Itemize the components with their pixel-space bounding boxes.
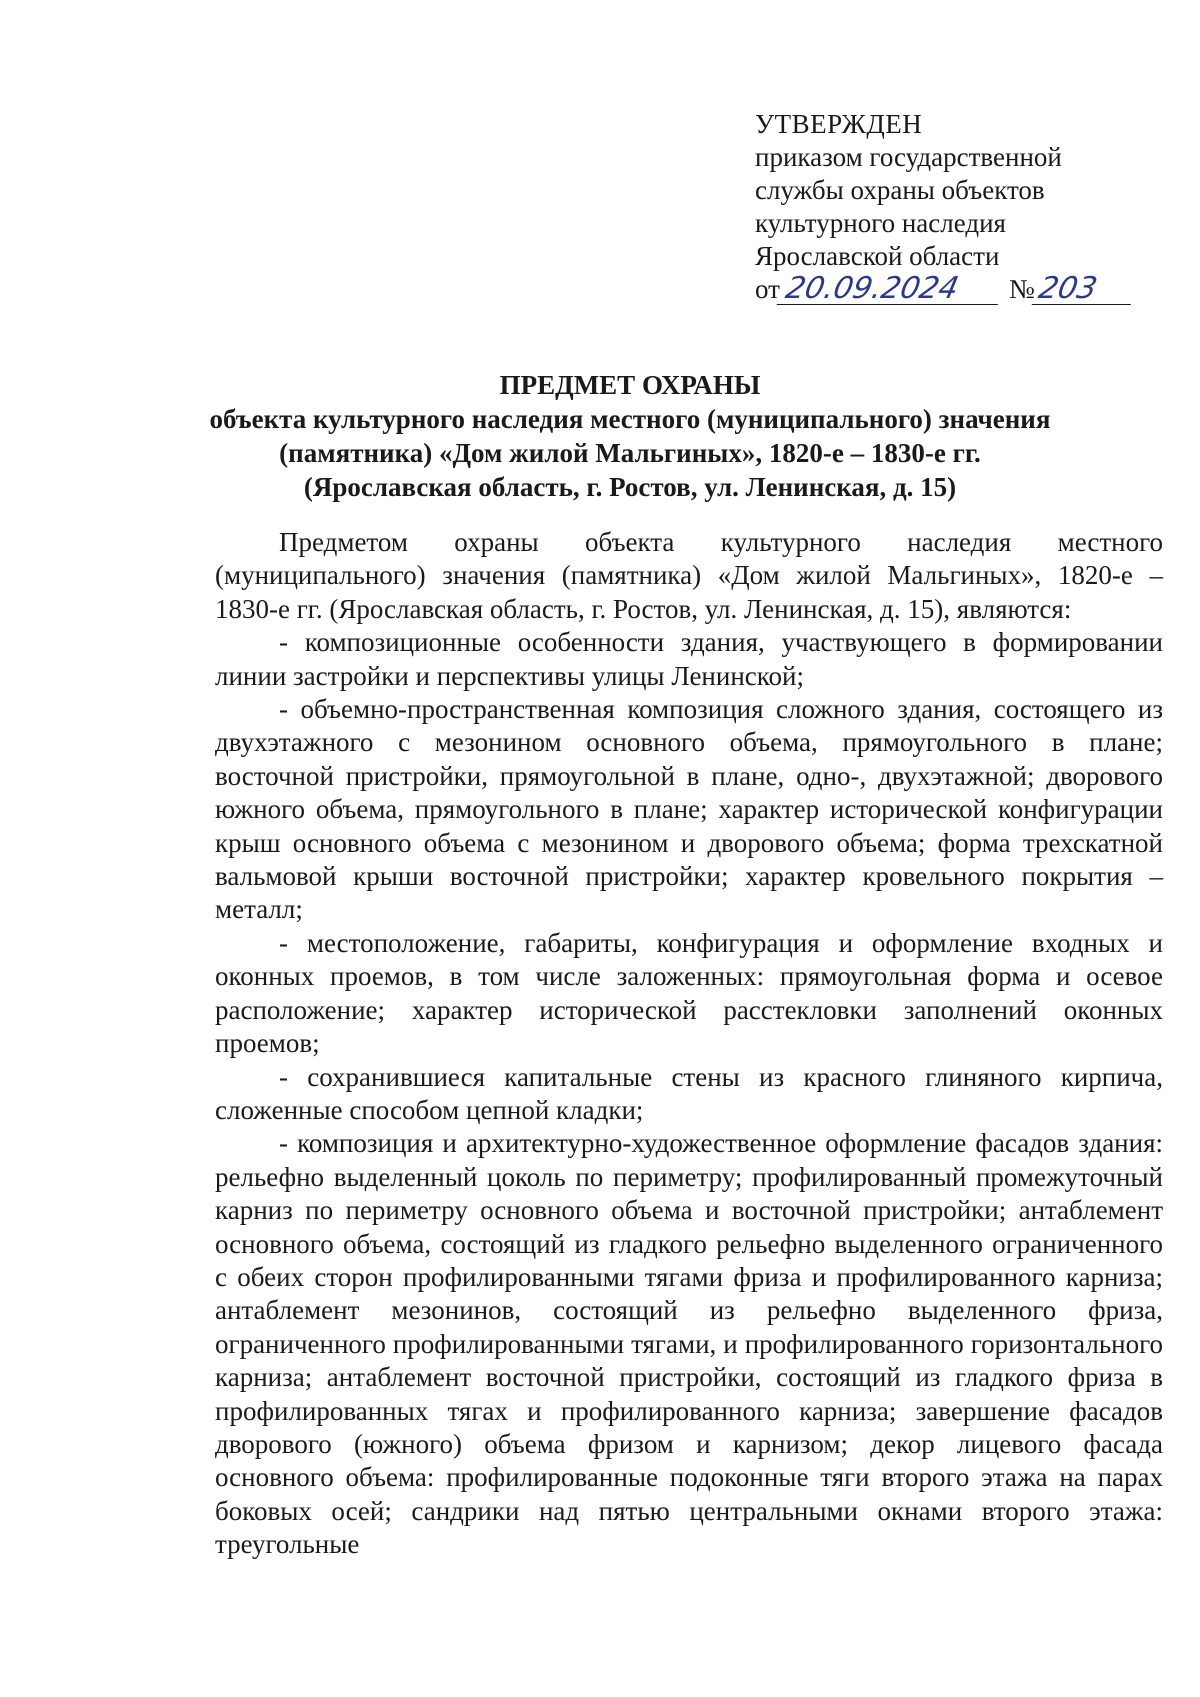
approval-line: Ярославской области (755, 241, 1000, 271)
approval-line: службы охраны объектов (755, 175, 1045, 205)
approval-line: приказом государственной (755, 142, 1062, 172)
document-body (215, 526, 1163, 1562)
body-list-item: - композиция и архитектурно-художественное оформление фасадов здания: рельефно выделенный цоколь по периметру; профилированный промежуточный карниз по периметру основного объема и восточной пристройки; антаблемент основного объема, состоящий из гладкого рельефно выделенного ограниченного с обеих сторон профилированными тягами фриза и профилированного карниза; антаблемент мезонинов, состоящий из рельефно выделенного фриза, ограниченного профилированными тягами, и профилированного горизонтального карниза; антаблемент восточной пристройки, состоящий из гладкого фриза в профилированных тягах и профилированного карниза; завершение фасадов дворового (южного) объема фризом и карнизом; декор лицевого фасада основного объема: профилированные подоконные тяги второго этажа на парах боковых осей; сандрики над пятью центральными окнами второго этажа: треугольные (215, 1128, 1163, 1560)
title-line: (Ярославская область, г. Ростов, ул. Ленинская, д. 15) (303, 472, 957, 502)
approval-heading: УТВЕРЖДЕН (755, 109, 923, 139)
handwritten-date: 20.09.2024 (777, 274, 1005, 305)
body-intro-paragraph: Предметом охраны объекта культурного наследия местного (муниципального) значения (памятника) «Дом жилой Мальгиных», 1820-е – 1830-е гг. (Ярославская область, г. Ростов, ул. Ленинская, д. 15), являются: (215, 527, 1163, 624)
body-list-item: - местоположение, габариты, конфигурация и оформление входных и оконных проемов, в том числе заложенных: прямоугольная форма и осевое расположение; характер исторической расстекловки заполнений оконных проемов; (215, 927, 1163, 1059)
title-line: (памятника) «Дом жилой Мальгиных», 1820-е – 1830-е гг. (279, 438, 981, 468)
document-title (140, 368, 1120, 504)
body-list-item: - объемно-пространственная композиция сложного здания, состоящего из двухэтажного с мезонином основного объема, прямоугольного в плане; восточной пристройки, прямоугольной в плане, одно-, двухэтажной; дворового южного объема, прямоугольного в плане; характер исторической конфигурации крыш основного объема с мезонином и дворового объема; форма трехскатной вальмовой крыши восточной пристройки; характер кровельного покрытия – металл; (215, 694, 1163, 925)
title-line: объекта культурного наследия местного (муниципального) значения (209, 404, 1051, 434)
body-list-item: - сохранившиеся капитальные стены из красного глиняного кирпича, сложенные способом цепной кладки; (215, 1061, 1163, 1125)
number-prefix: № (1008, 274, 1035, 304)
handwritten-number: 203 (1031, 274, 1137, 305)
approval-line: культурного наследия (755, 208, 1006, 238)
body-list-item: - композиционные особенности здания, участвующего в формировании линии застройки и перспективы улицы Ленинской; (215, 627, 1163, 691)
approval-date-line (755, 273, 1135, 309)
approval-block (755, 108, 1135, 309)
title-main: ПРЕДМЕТ ОХРАНЫ (499, 370, 761, 400)
date-prefix: от (755, 274, 780, 304)
